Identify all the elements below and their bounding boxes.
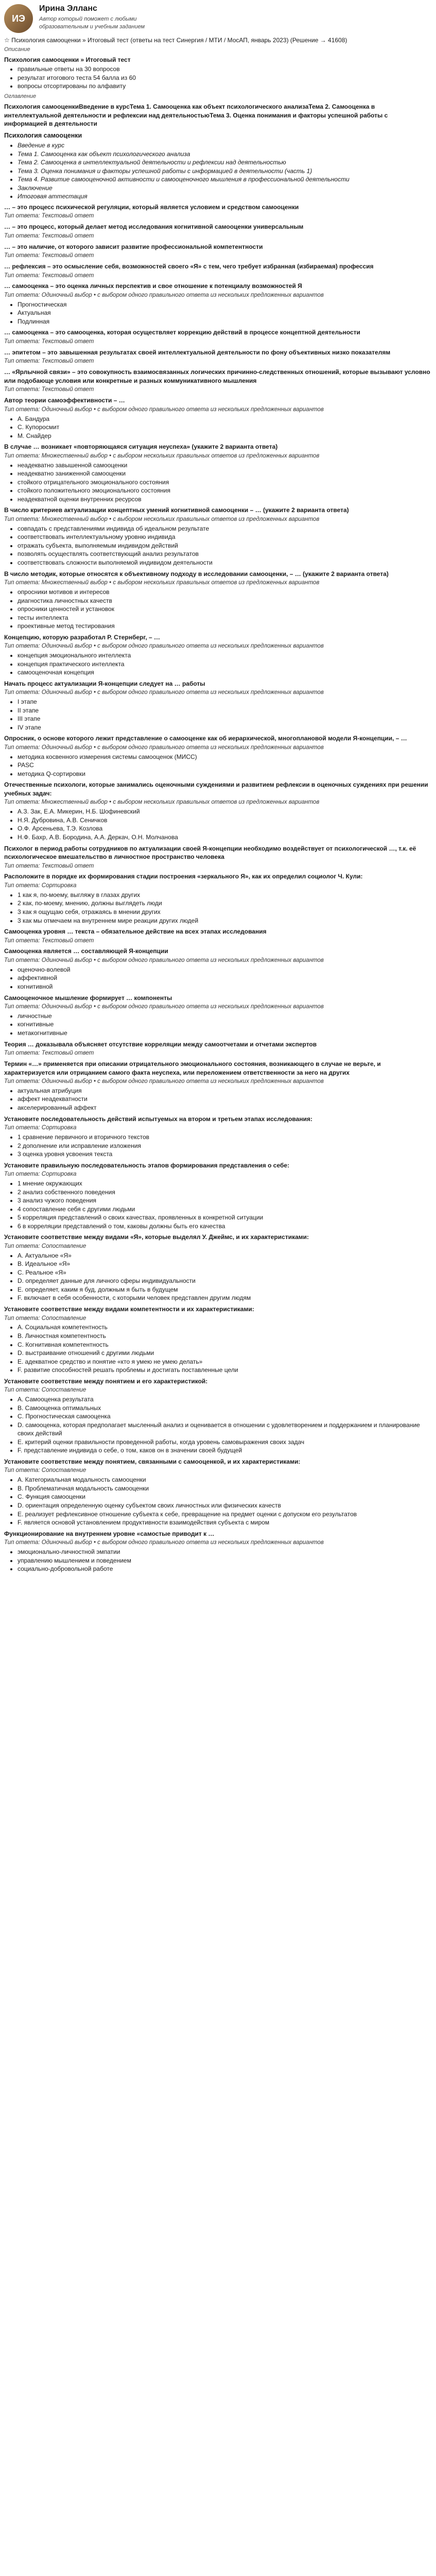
answer-option: • 6 в корреляции представлений о том, каковы должны быть его качества — [18, 1222, 432, 1231]
answer-option: • C. Функция самооценки — [18, 1493, 432, 1501]
author-info — [39, 3, 163, 31]
question-block — [4, 203, 432, 221]
question-text: Начать процесс актуализации Я-концепции следует на … работы — [4, 680, 205, 687]
answer-type: Тип ответа: Текстовый ответ — [4, 252, 94, 259]
question-block — [4, 1115, 432, 1159]
answer-option: • 1 как я, по-моему, выгляжу в глазах других — [18, 891, 432, 900]
question-block — [4, 1040, 432, 1058]
answer-list — [4, 1323, 432, 1374]
answer-type: Тип ответа: Текстовый ответ — [4, 386, 94, 393]
answer-option: • A. Категориальная модальность самооценки — [18, 1476, 432, 1484]
toc-item[interactable]: • Введение в курс — [18, 141, 432, 150]
answer-list — [4, 415, 432, 440]
answer-option: • II этапе — [18, 706, 432, 715]
answer-option: • 4 сопоставление себя с другими людьми — [18, 1205, 432, 1214]
answer-option: • 2 дополнение или исправление изложения — [18, 1142, 432, 1150]
answer-type: Тип ответа: Множественный выбор • с выбором нескольких правильных ответов из предложенных вариантов — [4, 452, 320, 459]
answer-option: • D. определяет данные для личного сферы индивидуальности — [18, 1277, 432, 1285]
answer-option: • 2 анализ собственного поведения — [18, 1188, 432, 1197]
answer-option: • аффективной — [18, 974, 432, 982]
answer-type: Тип ответа: Текстовый ответ — [4, 862, 94, 869]
answer-option: • B. Самооценка оптимальных — [18, 1404, 432, 1413]
answer-list — [4, 753, 432, 778]
answer-option: • тесты интеллекта — [18, 614, 432, 622]
answer-option: • 2 как, по-моему, мнению, должны выглядеть люди — [18, 899, 432, 908]
answer-list — [4, 524, 432, 567]
answer-option: • С. Купоросмит — [18, 423, 432, 432]
toc-item[interactable]: • Итоговая аттестация — [18, 192, 432, 201]
answer-type: Тип ответа: Сопоставление — [4, 1387, 86, 1394]
question-block — [4, 872, 432, 925]
question-text: Термин «…» применяется при описании отрицательного эмоционального состояния, возникающего в случае не верьте, и характеризуется или отрицанием самого факта неуспеха, или переложением ответственности за него на других — [4, 1060, 381, 1076]
question-block — [4, 443, 432, 503]
answer-option: • концепция практического интеллекта — [18, 660, 432, 669]
answer-list — [4, 588, 432, 631]
answer-option: • IV этапе — [18, 723, 432, 732]
question-block — [4, 927, 432, 945]
answer-list — [4, 1012, 432, 1038]
intro-heading: Психология самооценкиВведение в курсТема 1. Самооценка как объект психологического анализаТема 2. Самооценка в интеллектуальной деятельности и рефлексии над деятельностьюТема 3. Оценка понимания и факторы успешной работы с информацией в деятельности — [4, 103, 388, 128]
author-name[interactable]: Ирина Элланс — [39, 4, 97, 13]
answer-option: • D. самооценка, которая предполагает мысленный анализ и оценивается в отношении с удовлетворением и поддержанием и планирование своих действий — [18, 1421, 432, 1438]
answer-option: • 3 анализ чужого поведения — [18, 1196, 432, 1205]
answer-type: Тип ответа: Одиночный выбор • с выбором одного правильного ответа из нескольких предложенных вариантов — [4, 957, 324, 964]
question-text: … «Ярлычной связи» – это совокупность взаимосвязанных логических причинно-следственных отношений, которые вызывают условно или подобающе условия или конкретные и разных коммуникативного мышления — [4, 368, 430, 384]
question-block — [4, 1060, 432, 1112]
question-block — [4, 1233, 432, 1302]
answer-option: • совпадать с представлениями индивида об идеальном результате — [18, 524, 432, 533]
info-item: • правильные ответы на 30 вопросов — [18, 65, 432, 74]
toc-item[interactable]: • Тема 1. Самооценка как объект психологического анализа — [18, 150, 432, 159]
answer-list — [4, 698, 432, 732]
question-text: Функционирование на внутреннем уровне «самостые приводит к … — [4, 1530, 215, 1537]
question-block — [4, 1377, 432, 1455]
answer-option: • соответствовать сложности выполняемой индивидом деятельности — [18, 558, 432, 567]
answer-option: • B. Проблематичная модальность самооценки — [18, 1484, 432, 1493]
question-text: … самооценка – это оценка личных перспектив и свое отношение к потенциалу возможностей Я — [4, 282, 302, 290]
description-label: Описание — [4, 46, 30, 53]
answer-option: • I этапе — [18, 698, 432, 706]
answer-type: Тип ответа: Одиночный выбор • с выбором одного правильного ответа из нескольких предложенных вариантов — [4, 406, 324, 413]
question-text: Установите соответствие между видами компетентности и их характеристиками: — [4, 1306, 254, 1313]
answer-option: • М. Снайдер — [18, 432, 432, 440]
answer-type: Тип ответа: Одиночный выбор • с выбором одного правильного ответа из нескольких предложенных вариантов — [4, 643, 324, 650]
answer-list — [4, 1179, 432, 1230]
answer-list — [4, 461, 432, 504]
answer-type: Тип ответа: Одиночный выбор • с выбором одного правильного ответа из нескольких предложенных вариантов — [4, 1004, 324, 1010]
question-block — [4, 506, 432, 567]
question-text: В число критериев актуализации концептных умений когнитивной самооценки – … (укажите 2 варианта ответа) — [4, 506, 349, 514]
answer-option: • социально-добровольной работе — [18, 1565, 432, 1573]
answer-option: • неадекватно завышенной самооценки — [18, 461, 432, 470]
page-title: ☆ Психология самооценки » Итоговый тест (ответы на тест Синергия / МТИ / МосАП, январь 2023) (Решение → 41608) — [4, 37, 347, 44]
answer-option: • 5 корреляция представлений о своих качествах, проявленных в конкретной ситуации — [18, 1213, 432, 1222]
answer-type: Тип ответа: Сортировка — [4, 1125, 77, 1131]
answer-option: • управлению мышлением и поведением — [18, 1556, 432, 1565]
info-item: • вопросы отсортированы по алфавиту — [18, 82, 432, 91]
question-block — [4, 282, 432, 326]
answer-option: • позволять осуществлять соответствующий анализ результатов — [18, 550, 432, 558]
toc-item[interactable]: • Тема 3. Оценка понимания и факторы успешной работы с информацией в деятельности (часть 1) — [18, 167, 432, 176]
question-text: Концепцию, которую разработал Р. Стернберг, – … — [4, 633, 160, 641]
question-text: Опросник, о основе которого лежит представление о самооценке как об иерархической, многоплановой модели Я-концепции, – … — [4, 735, 407, 742]
question-block — [4, 1530, 432, 1573]
answer-option: • личностные — [18, 1012, 432, 1021]
author-block — [4, 3, 432, 33]
answer-option: • B. Личностная компетентность — [18, 1332, 432, 1341]
question-text: Самооценка уровня … текста – обязательное действие на всех этапах исследования — [4, 928, 267, 936]
question-text: Установите последовательность действий испытуемых на втором и третьем этапах исследования: — [4, 1115, 312, 1123]
answer-type: Тип ответа: Одиночный выбор • с выбором одного правильного ответа из нескольких предложенных вариантов — [4, 292, 324, 298]
answer-list — [4, 1087, 432, 1112]
answer-option: • D. выстраивание отношений с другими людьми — [18, 1349, 432, 1358]
answer-type: Тип ответа: Одиночный выбор • с выбором одного правильного ответа из нескольких предложенных вариантов — [4, 1539, 324, 1546]
answer-option: • III этапе — [18, 715, 432, 723]
question-block — [4, 570, 432, 631]
question-block — [4, 1458, 432, 1527]
answer-option: • 3 как мы отмечаем на внутреннем мире реакции других людей — [18, 917, 432, 925]
answer-type: Тип ответа: Сортировка — [4, 1171, 77, 1178]
toc-item[interactable]: • Тема 2. Самооценка в интеллектуальной деятельности и рефлексии над деятельностью — [18, 158, 432, 167]
answer-option: • метакогнитивные — [18, 1029, 432, 1038]
answer-option: • Н.Ф. Бахр, А.В. Бородина, А.А. Деркач, О.Н. Молчанова — [18, 833, 432, 842]
info-item: • результат итогового теста 54 балла из 60 — [18, 74, 432, 82]
question-block — [4, 947, 432, 991]
answer-option: • О.Ф. Арсеньева, Т.Э. Козлова — [18, 824, 432, 833]
question-block — [4, 368, 432, 394]
question-block — [4, 328, 432, 346]
table-of-contents — [4, 141, 432, 201]
answer-option: • F. развитие способностей решать проблемы и достигать поставленные цели — [18, 1366, 432, 1375]
oglavlenie-label: Оглавление — [4, 93, 37, 99]
answer-option: • A. Актуальное «Я» — [18, 1251, 432, 1260]
question-text: Психолог в период работы сотрудников по актуализации своей Я-концепции необходимо воздействует от психологической …, т.к. её психологическое вмешательство в личностное пространство человека — [4, 844, 416, 861]
answer-option: • Н.Я. Дубровина, А.В. Сеничков — [18, 816, 432, 825]
question-list — [4, 203, 432, 1573]
toc-item[interactable]: • Заключение — [18, 184, 432, 193]
question-text: Самооценочное мышление формирует … компоненты — [4, 994, 172, 1002]
answer-option: • А. Бандура — [18, 415, 432, 423]
answer-option: • отражать субъекта, выполняемым индивидом действий — [18, 541, 432, 550]
answer-list — [4, 300, 432, 326]
answer-type: Тип ответа: Одиночный выбор • с выбором одного правильного ответа из нескольких предложенных вариантов — [4, 1078, 324, 1085]
answer-list — [4, 1476, 432, 1527]
question-block — [4, 1305, 432, 1375]
toc-item[interactable]: • Тема 4. Развитие самооценочной активности и самооценочного мышления в профессиональной деятельности — [18, 175, 432, 184]
answer-option: • 1 сравнение первичного и вторичного текстов — [18, 1133, 432, 1142]
answer-option: • когнитивные — [18, 1020, 432, 1029]
answer-option: • C. Когнитивная компетентность — [18, 1341, 432, 1349]
answer-type: Тип ответа: Текстовый ответ — [4, 1050, 94, 1057]
answer-option: • PASC — [18, 761, 432, 770]
question-text: Теория … доказывала объясняет отсутствие корреляции между самоотчетами и отчетами экспертов — [4, 1040, 317, 1048]
answer-option: • Прогностическая — [18, 300, 432, 309]
answer-option: • стойкого положительного эмоционального состояния — [18, 486, 432, 495]
question-text: … – это процесс, который делает метод исследования когнитивной самооценки универсальным — [4, 223, 304, 231]
answer-option: • 3 оценка уровня усвоения текста — [18, 1150, 432, 1159]
answer-type: Тип ответа: Множественный выбор • с выбором нескольких правильных ответов из предложенных вариантов — [4, 516, 320, 522]
answer-option: • методика Q-сортировки — [18, 770, 432, 778]
answer-list — [4, 1133, 432, 1159]
answer-option: • A. Социальная компетентность — [18, 1323, 432, 1332]
question-text: Автор теории самоэффективности – … — [4, 397, 125, 404]
question-block — [4, 262, 432, 280]
answer-list — [4, 1548, 432, 1573]
question-block — [4, 994, 432, 1038]
answer-type: Тип ответа: Сортировка — [4, 883, 77, 889]
answer-type: Тип ответа: Текстовый ответ — [4, 937, 94, 944]
answer-option: • оценочно-волевой — [18, 965, 432, 974]
answer-type: Тип ответа: Текстовый ответ — [4, 232, 94, 239]
answer-option: • D. ориентация определенную оценку субъектом своих личностных или физических качеств — [18, 1501, 432, 1510]
question-text: Установите соответствие между видами «Я», которые выделял У. Джеймс, и их характеристиками: — [4, 1233, 309, 1241]
answer-option: • C. Реальное «Я» — [18, 1268, 432, 1277]
question-text: В число методик, которые относятся к объективному подходу в исследовании самооценки, – … (укажите 2 варианта ответа) — [4, 570, 389, 578]
answer-option: • E. критерий оценки правильности проведенной работы, когда уровень самовыражения своих задач — [18, 1438, 432, 1447]
answer-option: • E. реализует рефлексивное отношение субъекта к себе, превращение на предмет оценки с допуском его результатов — [18, 1510, 432, 1519]
answer-option: • акселерированный аффект — [18, 1104, 432, 1112]
answer-type: Тип ответа: Одиночный выбор • с выбором одного правильного ответа из нескольких предложенных вариантов — [4, 744, 324, 751]
answer-option: • E. определяет, каким я буд, должным я быть в будущем — [18, 1285, 432, 1294]
answer-list — [4, 891, 432, 925]
question-block — [4, 633, 432, 677]
question-text: … – это наличие, от которого зависит развитие профессиональной компетентности — [4, 243, 263, 250]
course-heading: Психология самооценки — [4, 131, 82, 139]
answer-option: • соответствовать интеллектуальному уровню индивида — [18, 533, 432, 541]
answer-list — [4, 1395, 432, 1455]
answer-option: • B. Идеальное «Я» — [18, 1260, 432, 1268]
answer-option: • А.З. Зак, Е.А. Микерин, Н.Б. Шофиневский — [18, 807, 432, 816]
answer-type: Тип ответа: Текстовый ответ — [4, 338, 94, 345]
question-block — [4, 243, 432, 260]
answer-option: • Подлинная — [18, 317, 432, 326]
answer-type: Тип ответа: Текстовый ответ — [4, 213, 94, 219]
answer-option: • актуальная атрибуция — [18, 1087, 432, 1095]
answer-type: Тип ответа: Сопоставление — [4, 1315, 86, 1321]
answer-option: • опросники ценностей и установок — [18, 605, 432, 614]
question-block — [4, 844, 432, 871]
answer-option: • методика косвенного измерения системы самооценок (МИСС) — [18, 753, 432, 761]
info-list — [4, 65, 432, 91]
answer-type: Тип ответа: Множественный выбор • с выбором нескольких правильных ответов из предложенных вариантов — [4, 580, 320, 586]
answer-option: • C. Прогностическая самооценка — [18, 1412, 432, 1421]
answer-option: • диагностика личностных качеств — [18, 597, 432, 605]
question-block — [4, 223, 432, 240]
question-block — [4, 781, 432, 841]
question-text: … рефлексия – это осмысление себя, возможностей своего «Я» с тем, чего требует избранная (избираемая) профессия — [4, 263, 374, 270]
question-block — [4, 1161, 432, 1231]
answer-option: • проективные метод тестирования — [18, 622, 432, 631]
question-block — [4, 734, 432, 778]
question-block — [4, 680, 432, 732]
answer-list — [4, 965, 432, 991]
answer-type: Тип ответа: Текстовый ответ — [4, 272, 94, 279]
answer-option: • F. является основой установлением продуктивности взаимодействия субъекта с миром — [18, 1518, 432, 1527]
question-text: … эпитетом – это завышенная результатах своей интеллектуальной деятельности по фону объективных низко показателям — [4, 348, 391, 356]
question-text: Установите соответствие между понятием и его характеристикой: — [4, 1377, 208, 1385]
answer-list — [4, 651, 432, 677]
answer-list — [4, 807, 432, 841]
answer-option: • неадекватной оценки внутренних ресурсов — [18, 495, 432, 504]
answer-option: • 3 как я ощущаю себя, отражаясь в мнении других — [18, 908, 432, 917]
question-text: Самооценка является … составляющей Я-концепции — [4, 947, 168, 955]
answer-option: • F. включает в себя особенности, с которыми человек представлен другим людям — [18, 1294, 432, 1302]
answer-option: • неадекватно заниженной самооценки — [18, 469, 432, 478]
answer-option: • самооценочная концепция — [18, 668, 432, 677]
question-text: В случае … возникает «повторяющаяся ситуация неуспеха» (укажите 2 варианта ответа) — [4, 443, 278, 451]
answer-option: • E. адекватное средство и понятие «кто я умею не умею делать» — [18, 1358, 432, 1366]
answer-type: Тип ответа: Множественный выбор • с выбором нескольких правильных ответов из предложенных вариантов — [4, 799, 320, 806]
question-text: Установите правильную последовательность этапов формирования представления о себе: — [4, 1161, 290, 1169]
answer-list — [4, 1251, 432, 1302]
answer-type: Тип ответа: Текстовый ответ — [4, 358, 94, 365]
question-block — [4, 348, 432, 366]
answer-option: • когнитивной — [18, 982, 432, 991]
answer-option: • концепция эмоционального интеллекта — [18, 651, 432, 660]
answer-option: • опросники мотивов и интересов — [18, 588, 432, 597]
answer-option: • стойкого отрицательного эмоционального состояния — [18, 478, 432, 487]
answer-type: Тип ответа: Сопоставление — [4, 1243, 86, 1249]
answer-option: • аффект неадекватности — [18, 1095, 432, 1104]
answer-option: • Актуальная — [18, 309, 432, 317]
question-text: … – это процесс психической регуляции, который является условием и средством самооценки — [4, 203, 299, 211]
question-text: Расположите в порядке их формирования стадии построения «зеркального Я», как их определил социолог Ч. Кули: — [4, 873, 363, 880]
question-text: Отечественные психологи, которые занимались оценочными суждениями и развитием рефлексии в оценочных суждениях при решении учебных задач: — [4, 781, 428, 797]
author-avatar[interactable]: ИЭ — [4, 4, 33, 33]
answer-type: Тип ответа: Сопоставление — [4, 1467, 86, 1474]
author-description: Автор который поможет с любыми образовательным и учебным заданием — [39, 16, 145, 30]
answer-option: • A. Самооценка результата — [18, 1395, 432, 1404]
answer-type: Тип ответа: Одиночный выбор • с выбором одного правильного ответа из нескольких предложенных вариантов — [4, 689, 324, 696]
answer-option: • эмоционально-личностной эмпатии — [18, 1548, 432, 1556]
question-text: … самооценка – это самооценка, которая осуществляет коррекцию действий в процессе концептной деятельности — [4, 329, 360, 336]
answer-option: • 1 мнение окружающих — [18, 1179, 432, 1188]
final-test-heading: Психология самооценки » Итоговый тест — [4, 56, 131, 63]
answer-option: • F. представление индивида о себе, о том, каков он в значении своей будущей — [18, 1446, 432, 1455]
question-block — [4, 396, 432, 440]
question-text: Установите соответствие между понятием, связанными с самооценкой, и их характеристиками: — [4, 1458, 301, 1465]
